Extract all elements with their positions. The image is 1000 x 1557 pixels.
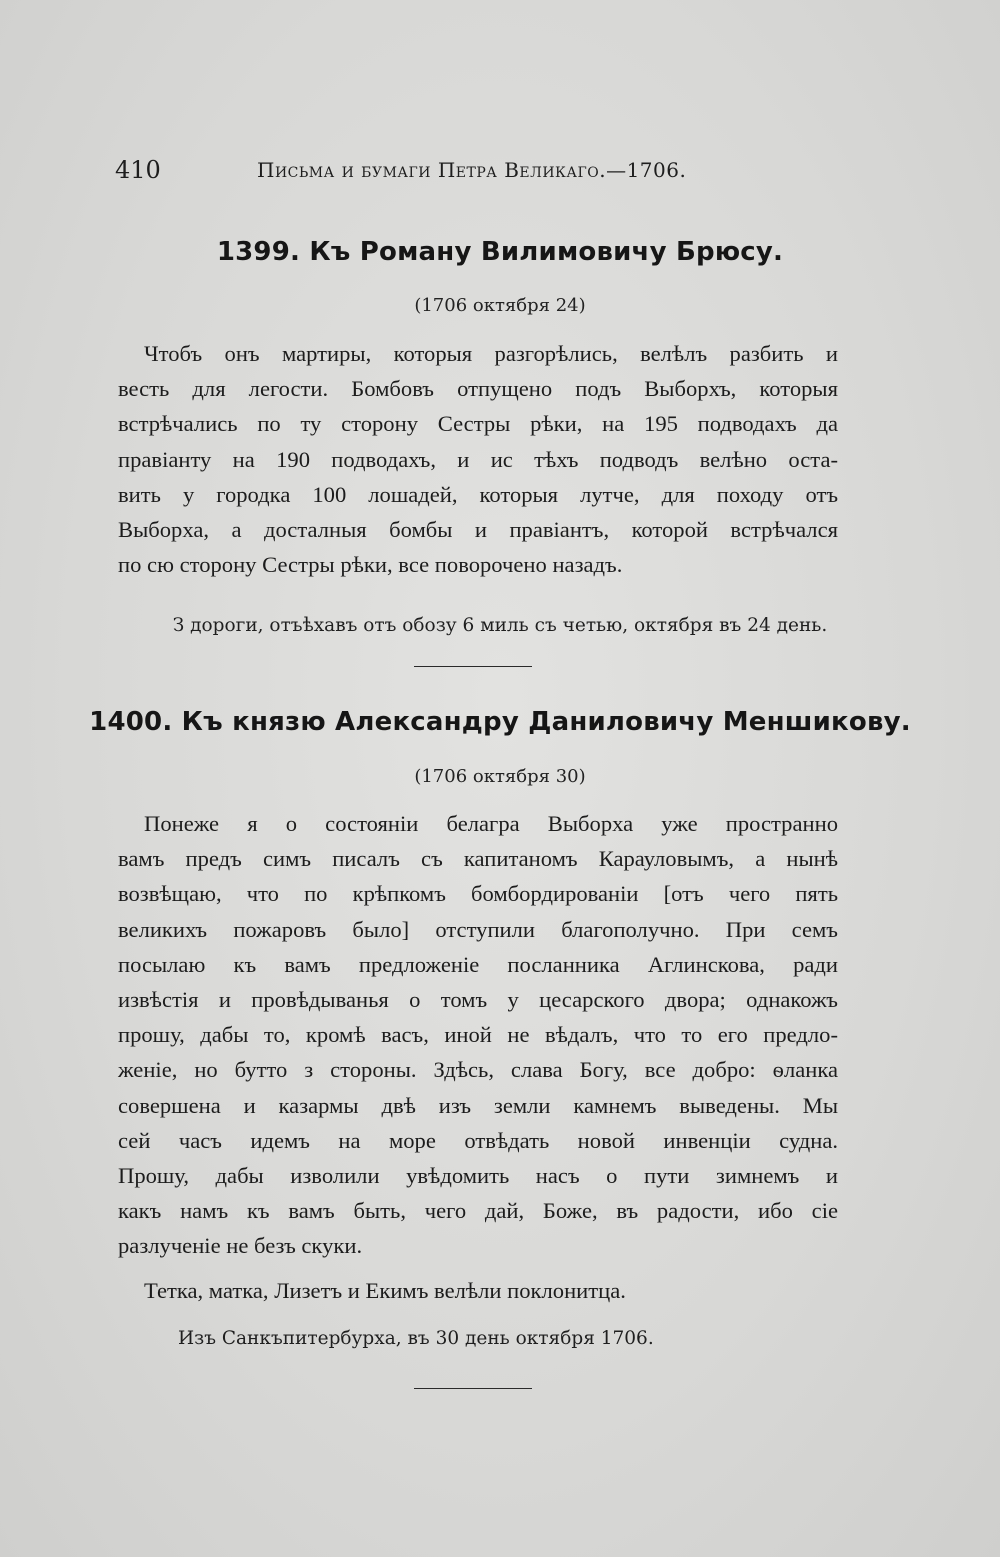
text-line: Прошу, дабы изволили увѣдомить насъ о пути зимнемъ и — [118, 1163, 838, 1189]
text-line: какъ намъ къ вамъ быть, чего дай, Боже, въ радости, ибо сіе — [118, 1198, 838, 1224]
letter-1399-body — [118, 336, 838, 582]
text-line: правіанту на 190 подводахъ, и ис тѣхъ подводъ велѣно оста- — [118, 446, 838, 472]
text-line: совершена и казармы двѣ изъ земли камнемъ выведены. Мы — [118, 1092, 838, 1118]
text-line: извѣстія и провѣдыванья о томъ у цесарского двора; однакожъ — [118, 987, 838, 1013]
letter-1400-closing: Тетка, матка, Лизетъ и Екимъ велѣли поклонитца. — [144, 1278, 626, 1303]
section-divider — [414, 1388, 532, 1389]
text-line: возвѣщаю, что по крѣпкомъ бомбордированіи [отъ чего пять — [118, 881, 838, 907]
text-line: Чтобъ онъ мартиры, которыя разгорѣлись, велѣлъ разбить и — [144, 341, 838, 366]
text-line: вамъ предъ симъ писалъ съ капитаномъ Карауловымъ, а нынѣ — [118, 846, 838, 872]
letter-1400-title: 1400. Къ князю Александру Даниловичу Меншикову. — [89, 707, 911, 737]
text-line: посылаю къ вамъ предложеніе посланника Аглинскова, ради — [118, 951, 838, 977]
text-line: встрѣчались по ту сторону Сестры рѣки, на 195 подводахъ да — [118, 411, 838, 437]
text-line: сей часъ идемъ на море отвѣдать новой инвенціи судна. — [118, 1127, 838, 1153]
text-line: Выборха, а досталныя бомбы и правіантъ, которой встрѣчался — [118, 517, 838, 543]
text-line: великихъ пожаровъ было] отступили благополучно. При семъ — [118, 916, 838, 942]
letter-1399-date: (1706 октября 24) — [414, 295, 586, 316]
text-line: по сю сторону Сестры рѣки, все поворочено назадъ. — [118, 552, 623, 578]
section-divider — [414, 666, 532, 667]
text-line: прошу, дабы то, кромѣ васъ, иной не вѣдалъ, что то его предло- — [118, 1022, 838, 1048]
running-head-title: Письма и бумаги Петра Великаго.—1706. — [257, 158, 687, 182]
page-number: 410 — [115, 156, 161, 184]
letter-1400-place-date: Изъ Санкъпитербурха, въ 30 день октября 1706. — [178, 1328, 654, 1349]
letter-1399-signature: З дороги, отъѣхавъ отъ обозу 6 миль съ четью, октября въ 24 день. — [172, 615, 828, 636]
text-line: весть для легости. Бомбовъ отпущено подъ Выборхъ, которыя — [118, 376, 838, 402]
text-line: женіе, но бутто з стороны. Здѣсь, слава Богу, все добро: ѳланка — [118, 1057, 838, 1083]
letter-1399-title: 1399. Къ Роману Вилимовичу Брюсу. — [216, 237, 784, 267]
text-line: Понеже я о состояніи белагра Выборха уже пространно — [144, 811, 838, 836]
running-head — [115, 150, 695, 190]
text-line: разлученіе не безъ скуки. — [118, 1233, 363, 1259]
letter-1400-body — [118, 806, 838, 1264]
text-line: вить у городка 100 лошадей, которыя лутче, для походу отъ — [118, 481, 838, 507]
letter-1400-date: (1706 октября 30) — [414, 766, 586, 787]
